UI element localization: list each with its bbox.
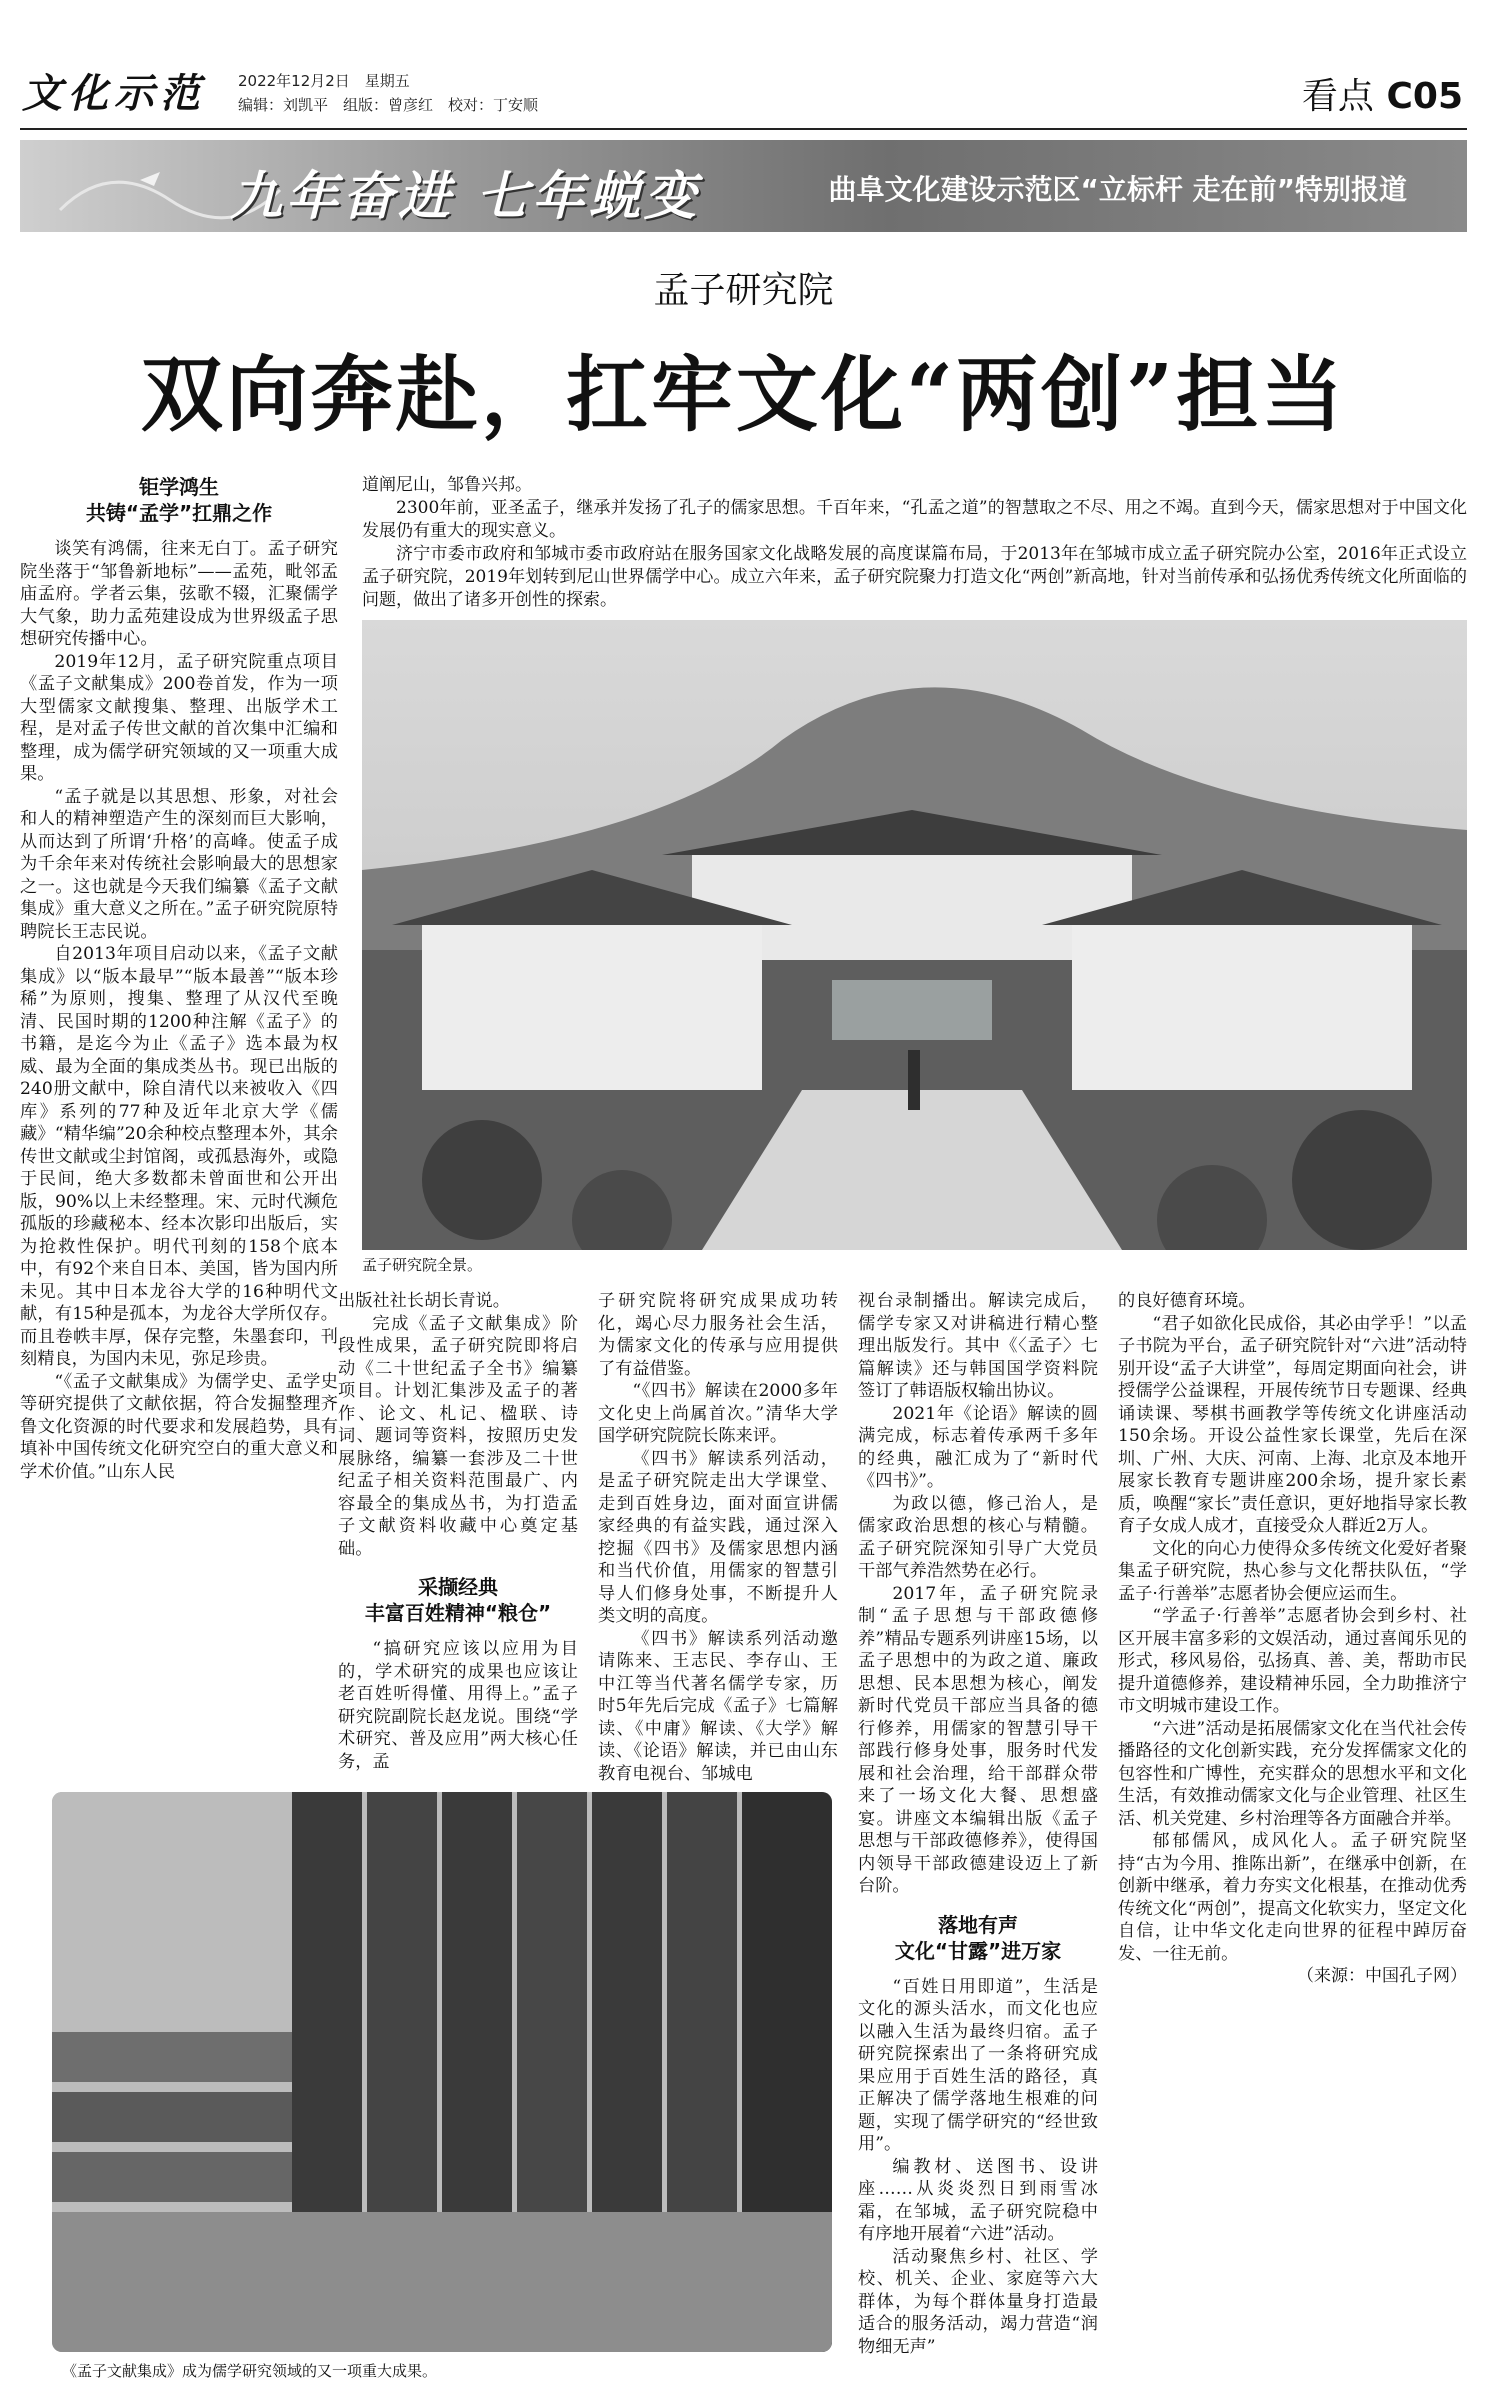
column-4 — [858, 1290, 1098, 2358]
body-paragraph: “《孟子文献集成》为儒学史、孟学史等研究提供了文献依据，符合发掘整理齐鲁文化资源的时代要求和发展趋势，具有填补中国传统文化研究空白的重大意义和学术价值。”山东人民 — [20, 1371, 338, 1482]
column-2 — [338, 1290, 578, 1773]
section-subhead — [338, 1574, 578, 1626]
column-1 — [20, 474, 338, 1483]
books-illustration — [52, 1792, 832, 2352]
body-paragraph: 2017年，孟子研究院录制“孟子思想与干部政德修养”精品专题系列讲座15场，以孟子思想中的为政之道、廉政思想、民本思想为核心，阐发新时代党员干部应当具备的德行修养，用儒家的智慧引导干部践行修身处事，服务时代发展和社会治理，给干部群众带来了一场文化大餐、思想盛宴。讲座文本编辑出版《孟子思想与干部政德修养》，使得国内领导干部政德建设迈上了新台阶。 — [858, 1583, 1098, 1896]
body-paragraph: 2021年《论语》解读的圆满完成，标志着传承两千多年的经典，融汇成为了“新时代《四书》”。 — [858, 1403, 1098, 1491]
body-paragraph: 《四书》解读系列活动，是孟子研究院走出大学课堂、走到百姓身边，面对面宣讲儒家经典的有益实践，通过深入挖掘《四书》及儒家思想内涵和当代价值，用儒家的智慧引导人们修身处事，不断提升人类文明的高度。 — [598, 1448, 838, 1626]
issue-date: 2022年12月2日 星期五 — [238, 72, 410, 90]
subhead-line-1: 采撷经典 — [418, 1575, 498, 1599]
masthead-rule — [20, 128, 1467, 130]
body-paragraph: “君子如欲化民成俗，其必由学乎！”以孟子书院为平台，孟子研究院针对“六进”活动特别开设“孟子大讲堂”，每周定期面向社会，讲授儒学公益课程，开展传统节日专题课、经典诵读课、琴棋书画教学等传统文化讲座活动150余场。开设公益性家长课堂，先后在深圳、广州、大庆、河南、上海、北京及本地开展家长教育专题讲座200余场，提升家长素质，唤醒“家长”责任意识，更好地指导家长教育子女成人成才，直接受众人群近2万人。 — [1118, 1313, 1467, 1536]
article-source: （来源：中国孔子网） — [1297, 1966, 1467, 1986]
body-paragraph: 《四书》解读系列活动邀请陈来、王志民、李存山、王中江等当代著名儒学专家，历时5年先后完成《孟子》七篇解读、《中庸》解读、《大学》解读、《论语》解读，并已由山东教育电视台、邹城电 — [598, 1628, 838, 1784]
article-lede — [362, 474, 1467, 612]
lede-paragraph: 济宁市委市政府和邹城市委市政府站在服务国家文化战略发展的高度谋篇布局，于2013年在邹城市成立孟子研究院办公室，2016年正式设立孟子研究院，2019年划转到尼山世界儒学中心。成立六年来，孟子研究院聚力打造文化“两创”新高地，针对当前传承和弘扬优秀传统文化所面临的问题，做出了诸多开创性的探索。 — [362, 544, 1467, 610]
section-subhead — [858, 1912, 1098, 1964]
editors-credit: 编辑：刘凯平 组版：曾彦红 校对：丁安顺 — [238, 96, 539, 114]
body-paragraph: “《四书》解读在2000多年文化史上尚属首次。”清华大学国学研究院院长陈来评。 — [598, 1381, 838, 1446]
institute-panorama-photo — [362, 620, 1467, 1250]
body-paragraph: 视台录制播出。解读完成后，儒学专家又对讲稿进行精心整理出版发行。其中《〈孟子〉七篇解读》还与韩国国学资料院签订了韩语版权输出协议。 — [858, 1291, 1098, 1401]
column-5 — [1118, 1290, 1467, 1988]
section-subhead — [20, 474, 338, 526]
masthead-name: 文化示范 — [22, 71, 206, 117]
page-label — [1302, 68, 1463, 119]
body-paragraph: 的良好德育环境。 — [1118, 1291, 1256, 1311]
body-paragraph: “百姓日用即道”，生活是文化的源头活水，而文化也应以融入生活为最终归宿。孟子研究院探索出了一条将研究成果应用于百姓生活的路径，真正解决了儒学落地生根难的问题，实现了儒学研究的“经世致用”。 — [858, 1976, 1098, 2154]
body-paragraph: “六进”活动是拓展儒家文化在当代社会传播路径的文化创新实践，充分发挥儒家文化的包容性和广博性，充实群众的思想水平和文化生活，有效推动儒家文化与企业管理、社区生活、机关党建、乡村治理等各方面融合并举。 — [1118, 1718, 1467, 1829]
body-paragraph: 为政以德，修己治人，是儒家政治思想的核心与精髓。孟子研究院深知引导广大党员干部气养浩然势在必行。 — [858, 1493, 1098, 1581]
body-paragraph: 文化的向心力使得众多传统文化爱好者聚集孟子研究院，热心参与文化帮扶队伍，“学孟子·行善举”志愿者协会便应运而生。 — [1118, 1538, 1467, 1604]
body-paragraph: 自2013年项目启动以来，《孟子文献集成》以“版本最早”“版本最善”“版本珍稀”为原则，搜集、整理了从汉代至晚清、民国时期的1200种注解《孟子》的书籍，是迄今为止《孟子》选本最为权威、最为全面的集成类丛书。现已出版的240册文献中，除自清代以来被收入《四库》系列的77种及近年北京大学《儒藏》“精华编”20余种校点整理本外，其余传世文献或尘封馆阁，或孤悬海外，或隐于民间，绝大多数都未曾面世和公开出版，90%以上未经整理。宋、元时代濒危孤版的珍藏秘本、经本次影印出版后，实为抢救性保护。明代刊刻的158个底本中，有92个来自日本、美国，皆为国内所未见。其中日本龙谷大学的16种明代文献，有15种是孤本，为龙谷大学所仅存。而且卷帙丰厚，保存完整，朱墨套印，刊刻精良，为国内未见，弥足珍贵。 — [20, 944, 338, 1369]
body-paragraph: 2019年12月，孟子研究院重点项目《孟子文献集成》200卷首发，作为一项大型儒家文献搜集、整理、出版学术工程，是对孟子传世文献的首次集中汇编和整理，成为儒学研究领域的又一项重大成果。 — [20, 651, 338, 784]
subhead-line-2: 文化“甘露”进万家 — [894, 1938, 1062, 1963]
book-collection-photo — [52, 1792, 832, 2352]
body-paragraph: 谈笑有鸿儒，往来无白丁。孟子研究院坐落于“邹鲁新地标”——孟苑，毗邻孟庙孟府。学者云集，弦歌不辍，汇聚儒学大气象，助力孟苑建设成为世界级孟子思想研究传播中心。 — [20, 539, 338, 649]
banner-subtitle: 曲阜文化建设示范区“立标杆 走在前”特别报道 — [828, 173, 1407, 206]
body-paragraph: “学孟子·行善举”志愿者协会到乡村、社区开展丰富多彩的文娱活动，通过喜闻乐见的形式，移风易俗，弘扬真、善、美，帮助市民提升道德修养，建设精神乐园，全力助推济宁市文明城市建设工作。 — [1118, 1606, 1467, 1716]
subhead-line-2: 共铸“孟学”扛鼎之作 — [85, 501, 273, 525]
article-kicker: 孟子研究院 — [653, 270, 834, 311]
column-3 — [598, 1290, 838, 1785]
photo-caption: 《孟子文献集成》成为儒学研究领域的又一项重大成果。 — [62, 2362, 438, 2380]
body-paragraph: “孟子就是以其思想、形象，对社会和人的精神塑造产生的深刻而巨大影响，从而达到了所谓‘升格’的高峰。使孟子成为千余年来对传统社会影响最大的思想家之一。这也就是今天我们编纂《孟子文献集成》重大意义之所在。”孟子研究院原特聘院长王志民说。 — [20, 786, 338, 942]
body-paragraph: 子研究院将研究成果成功转化，竭心尽力服务社会生活，为儒家文化的传承与应用提供了有益借鉴。 — [598, 1291, 838, 1379]
photo-caption: 孟子研究院全景。 — [362, 1256, 483, 1274]
body-paragraph: “搞研究应该以应用为目的，学术研究的成果也应该让老百姓听得懂、用得上。”孟子研究院副院长赵龙说。围绕“学术研究、普及应用”两大核心任务，孟 — [338, 1639, 578, 1772]
body-paragraph: 编教材、送图书、设讲座……从炎炎烈日到雨雪冰霜，在邹城，孟子研究院稳中有序地开展着“六进”活动。 — [858, 2156, 1098, 2244]
subhead-line-1: 钜学鸿生 — [139, 475, 219, 499]
section-name: 看点 — [1301, 76, 1374, 117]
feature-banner — [20, 140, 1467, 232]
subhead-line-2: 丰富百姓精神“粮仓” — [364, 1601, 552, 1625]
body-paragraph: 出版社社长胡长青说。 — [338, 1291, 510, 1311]
banner-slogan: 九年奋进 七年蜕变 — [230, 166, 701, 227]
panorama-illustration — [362, 620, 1467, 1250]
subhead-line-1: 落地有声 — [938, 1912, 1018, 1937]
page-number: C05 — [1386, 76, 1463, 117]
article-headline: 双向奔赴，扛牢文化“两创”担当 — [140, 347, 1347, 443]
lede-paragraph: 2300年前，亚圣孟子，继承并发扬了孔子的儒家思想。千百年来，“孔孟之道”的智慧取之不尽、用之不竭。直到今天，儒家思想对于中国文化发展仍有重大的现实意义。 — [362, 498, 1467, 541]
lede-paragraph: 道阐尼山，邹鲁兴邦。 — [362, 475, 532, 495]
body-paragraph: 郁郁儒风，成风化人。孟子研究院坚持“古为今用、推陈出新”，在继承中创新，在创新中继承，着力夯实文化根基，在推动优秀传统文化“两创”，提高文化软实力，坚定文化自信，让中华文化走向世界的征程中踔厉奋发、一往无前。 — [1118, 1831, 1467, 1964]
body-paragraph: 活动聚焦乡村、社区、学校、机关、企业、家庭等六大群体，为每个群体量身打造最适合的服务活动，竭力营造“润物细无声” — [858, 2246, 1098, 2357]
body-paragraph: 完成《孟子文献集成》阶段性成果，孟子研究院即将启动《二十世纪孟子全书》编纂项目。计划汇集涉及孟子的著作、论文、札记、楹联、诗词、题词等资料，按照历史发展脉络，编纂一套涉及二十世纪孟子相关资料范围最广、内容最全的集成丛书，为打造孟子文献资料收藏中心奠定基础。 — [338, 1313, 578, 1559]
